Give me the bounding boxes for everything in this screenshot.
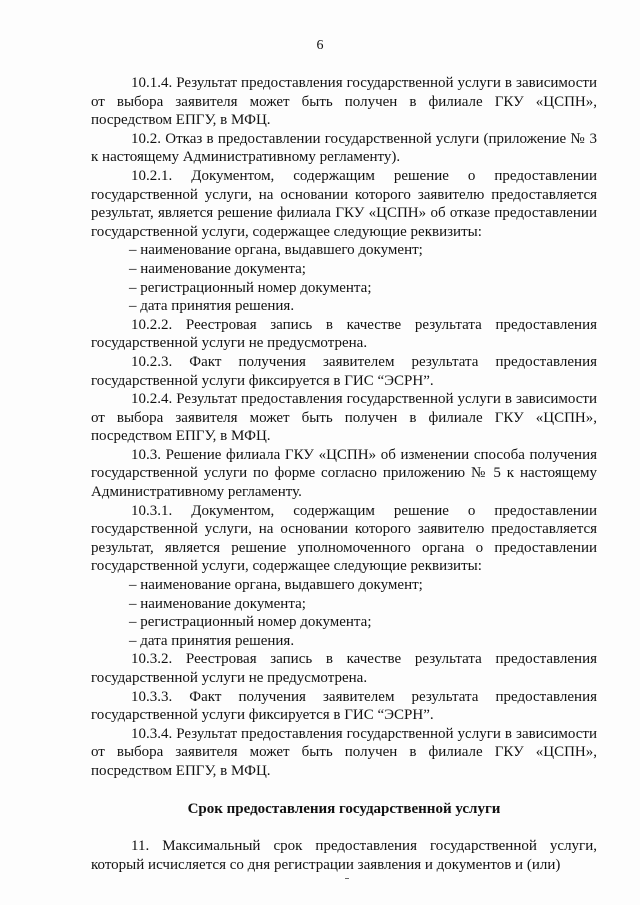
paragraph-10-2: 10.2. Отказ в предоставлении государственной услуги (приложение № 3 к настоящему Административному регламенту). [91,130,597,166]
paragraph-10-2-4: 10.2.4. Результат предоставления государственной услуги в зависимости от выбора заявителя может быть получен в филиале ГКУ «ЦСПН», посредством ЕПГУ, в МФЦ. [91,391,597,445]
paragraph-10-3: 10.3. Решение филиала ГКУ «ЦСПН» об изменении способа получения государственной услуги по форме согласно приложению № 5 к настоящему Административному регламенту. [91,446,597,501]
paragraph-10-2-2: 10.2.2. Реестровая запись в качестве результата предоставления государственной услуги не предусмотрена. [91,316,597,352]
list-item: – регистрационный номер документа; [129,279,372,296]
scan-speck [345,878,349,879]
list-item: – дата принятия решения. [129,298,295,315]
paragraph-10-3-1: 10.3.1. Документом, содержащим решение о предоставлении государственной услуги, на основании которого заявителю предоставляется результат, является решение уполномоченного органа о предоставлении государственной услуги, содержащее следующие реквизиты: [91,502,597,575]
page-number: 6 [316,38,324,53]
paragraph-10-3-2: 10.3.2. Реестровая запись в качестве результата предоставления государственной услуги не предусмотрена. [91,651,597,686]
document-body [91,74,597,874]
list-item: – наименование документа; [129,260,306,277]
list-item: – наименование органа, выдавшего документ; [129,577,423,594]
list-item: – регистрационный номер документа; [129,614,372,631]
list-item: – наименование органа, выдавшего документ; [129,242,423,259]
paragraph-10-3-4: 10.3.4. Результат предоставления государственной услуги в зависимости от выбора заявителя может быть получен в филиале ГКУ «ЦСПН», посредством ЕПГУ, в МФЦ. [91,725,597,779]
section-heading: Срок предоставления государственной услуги [187,800,501,817]
paragraph-10-2-1: 10.2.1. Документом, содержащим решение о предоставлении государственной услуги, на основании которого заявителю предоставляется результат, является решение филиала ГКУ «ЦСПН» об отказе предоставлении государственной услуги, содержащее следующие реквизиты: [91,167,597,240]
paragraph-11: 11. Максимальный срок предоставления государственной услуги, который исчисляется со дня регистрации заявления и документов и (или) [91,838,597,873]
paragraph-10-3-3: 10.3.3. Факт получения заявителем результата предоставления государственной услуги фиксируется в ГИС “ЭСРН”. [91,688,597,724]
paragraph-10-1-4: 10.1.4. Результат предоставления государственной услуги в зависимости от выбора заявителя может быть получен в филиале ГКУ «ЦСПН», посредством ЕПГУ, в МФЦ. [91,75,597,129]
list-item: – дата принятия решения. [129,632,295,649]
list-item: – наименование документа; [129,595,306,612]
paragraph-10-2-3: 10.2.3. Факт получения заявителем результата предоставления государственной услуги фиксируется в ГИС “ЭСРН”. [91,353,597,389]
